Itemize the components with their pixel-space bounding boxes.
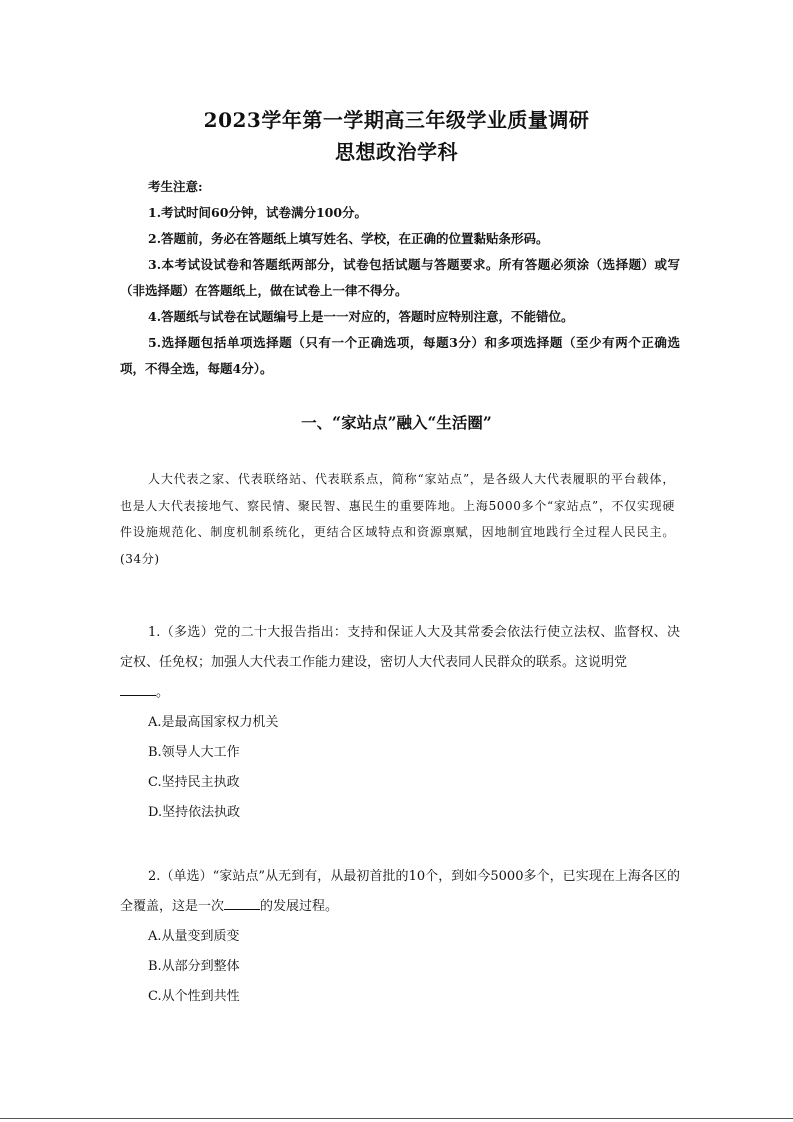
option-b: B.领导人大工作 [148,745,240,760]
option-c: C.从个性到共性 [148,989,240,1004]
notice-item: 1.考试时间60分钟，试卷满分100分。 [148,205,368,220]
question-stem [120,862,680,922]
notice-item: 3.本考试设试卷和答题纸两部分，试卷包括试题与答题要求。所有答题必须涂（选择题）或写（非选择题）在答题纸上，做在试卷上一律不得分。 [120,257,680,298]
option-a: A.从量变到质变 [148,929,240,944]
notice-item: 2.答题前，务必在答题纸上填写姓名、学校，在正确的位置黏贴条形码。 [148,231,549,246]
question-1 [120,618,680,828]
question-stem-text: 2.（单选）“家站点”从无到有，从最初首批的10个，到如今5000多个，已实现在上海各区的全覆盖，这是一次 [120,869,680,914]
section-title: 一、“家站点”融入“生活圈” [301,413,492,432]
option-d: D.坚持依法执政 [148,805,241,820]
notice-item: 5.选择题包括单项选择题（只有一个正确选项，每题3分）和多项选择题（至少有两个正确选项，不得全选，每题4分）。 [120,335,680,376]
option-b: B.从部分到整体 [148,959,240,974]
option-c: C.坚持民主执政 [148,775,240,790]
page-bottom-divider [0,1118,793,1119]
question-2 [120,862,680,1012]
notice-item: 4.答题纸与试卷在试题编号上是一一对应的，答题时应特别注意，不能错位。 [148,309,574,324]
question-stem-text: 1.（多选）党的二十大报告指出：支持和保证人大及其常委会依法行使立法权、监督权、决定权、任免权；加强人大代表工作能力建设，密切人大代表同人民群众的联系。这说明党 [120,625,680,670]
exam-subject: 思想政治学科 [335,140,458,164]
answer-blank [224,895,260,910]
section-intro: 人大代表之家、代表联络站、代表联系点，简称“家站点”，是各级人大代表履职的平台载体，也是人大代表接地气、察民情、聚民智、惠民生的重要阵地。上海5000多个“家站点”，不仅实现硬件设施规范化、制度机制系统化，更结合区域特点和资源禀赋，因地制宜地践行全过程人民民主。(34分) [120,472,675,566]
question-stem-end: 的发展过程。 [260,899,339,914]
option-a: A.是最高国家权力机关 [148,715,279,730]
question-stem [120,618,680,708]
exam-title: 2023学年第一学期高三年级学业质量调研 [203,108,590,132]
answer-blank [120,681,156,696]
question-stem-end: 。 [156,685,170,700]
notice-block [120,174,680,382]
notice-heading: 考生注意: [148,179,203,194]
